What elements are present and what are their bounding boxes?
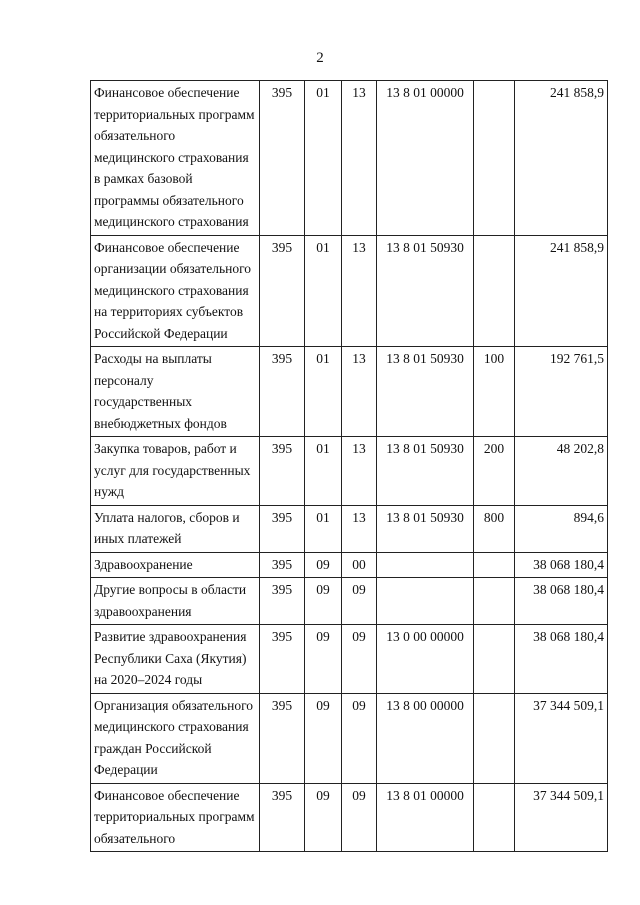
subsection-code-cell: 09 (342, 693, 377, 783)
amount-cell: 38 068 180,4 (515, 578, 608, 625)
item-name-line: организации обязательного (94, 261, 252, 276)
item-name-line: персоналу (94, 372, 154, 388)
expense-type-cell: 200 (474, 437, 515, 506)
target-article-cell: 13 8 01 50930 (377, 437, 474, 506)
item-name-cell (91, 347, 260, 437)
item-name-line: на 2020–2024 годы (94, 672, 203, 687)
item-name-line: обязательного (94, 830, 176, 846)
target-article-cell: 13 8 01 50930 (377, 347, 474, 437)
item-name-line: территориальных программ (94, 809, 255, 824)
target-article-cell: 13 0 00 00000 (377, 625, 474, 694)
item-name-line: Финансовое обеспечение (94, 787, 240, 803)
ministry-code-cell: 395 (260, 437, 305, 506)
amount-cell: 894,6 (515, 505, 608, 552)
subsection-code-cell: 09 (342, 578, 377, 625)
expense-type-cell (474, 625, 515, 694)
item-name-line: Финансовое обеспечение (94, 239, 240, 255)
target-article-cell: 13 8 01 00000 (377, 81, 474, 236)
amount-cell: 241 858,9 (515, 81, 608, 236)
table-row (91, 235, 608, 347)
item-name-line: государственных (94, 394, 193, 409)
amount-cell: 192 761,5 (515, 347, 608, 437)
item-name-line: Здравоохранение (94, 556, 193, 572)
item-name-cell (91, 578, 260, 625)
item-name-cell (91, 81, 260, 236)
table-row (91, 693, 608, 783)
amount-cell: 37 344 509,1 (515, 783, 608, 852)
ministry-code-cell: 395 (260, 552, 305, 578)
page-number: 2 (316, 50, 324, 66)
table-row (91, 552, 608, 578)
section-code-cell: 01 (305, 505, 342, 552)
expense-type-cell (474, 693, 515, 783)
subsection-code-cell: 09 (342, 783, 377, 852)
section-code-cell: 09 (305, 625, 342, 694)
item-name-line: Закупка товаров, работ и (94, 441, 237, 456)
target-article-cell: 13 8 01 00000 (377, 783, 474, 852)
subsection-code-cell: 00 (342, 552, 377, 578)
item-name-line: Другие вопросы в области (94, 582, 247, 597)
amount-cell: 37 344 509,1 (515, 693, 608, 783)
item-name-line: обязательного (94, 128, 176, 143)
subsection-code-cell: 13 (342, 505, 377, 552)
budget-table (90, 80, 608, 852)
amount-cell: 48 202,8 (515, 437, 608, 506)
item-name-cell (91, 437, 260, 506)
table-row (91, 625, 608, 694)
subsection-code-cell: 13 (342, 235, 377, 347)
amount-cell: 241 858,9 (515, 235, 608, 347)
amount-cell: 38 068 180,4 (515, 552, 608, 578)
target-article-cell: 13 8 01 50930 (377, 505, 474, 552)
item-name-line: медицинского страхования (94, 214, 249, 229)
item-name-line: Уплата налогов, сборов и (94, 509, 240, 525)
item-name-line: на территориях субъектов (94, 304, 244, 319)
subsection-code-cell: 13 (342, 81, 377, 236)
item-name-line: медицинского страхования (94, 719, 249, 734)
item-name-cell (91, 783, 260, 852)
ministry-code-cell: 395 (260, 347, 305, 437)
section-code-cell: 09 (305, 693, 342, 783)
item-name-line: иных платежей (94, 531, 182, 546)
item-name-line: территориальных программ (94, 106, 255, 122)
section-code-cell: 01 (305, 81, 342, 236)
expense-type-cell: 800 (474, 505, 515, 552)
section-code-cell: 09 (305, 552, 342, 578)
ministry-code-cell: 395 (260, 693, 305, 783)
ministry-code-cell: 395 (260, 783, 305, 852)
expense-type-cell (474, 783, 515, 852)
item-name-cell (91, 552, 260, 578)
table-row (91, 505, 608, 552)
table-row (91, 783, 608, 852)
subsection-code-cell: 13 (342, 437, 377, 506)
item-name-line: граждан Российской (94, 740, 212, 756)
expense-type-cell (474, 81, 515, 236)
item-name-cell (91, 693, 260, 783)
ministry-code-cell: 395 (260, 505, 305, 552)
item-name-line: Расходы на выплаты (94, 351, 212, 366)
amount-cell: 38 068 180,4 (515, 625, 608, 694)
section-code-cell: 09 (305, 783, 342, 852)
item-name-line: медицинского страхования (94, 282, 249, 298)
table-row (91, 81, 608, 236)
item-name-line: Республики Саха (Якутия) (94, 650, 247, 666)
ministry-code-cell: 395 (260, 625, 305, 694)
item-name-line: медицинского страхования (94, 149, 249, 165)
item-name-line: Российской Федерации (94, 325, 228, 341)
table-row (91, 347, 608, 437)
table-row (91, 437, 608, 506)
target-article-cell (377, 578, 474, 625)
item-name-line: внебюджетных фондов (94, 415, 227, 431)
section-code-cell: 01 (305, 347, 342, 437)
table-body (91, 81, 608, 852)
ministry-code-cell: 395 (260, 578, 305, 625)
expense-type-cell (474, 235, 515, 347)
item-name-line: услуг для государственных (94, 462, 251, 478)
item-name-line: в рамках базовой (94, 171, 193, 186)
item-name-cell (91, 505, 260, 552)
item-name-line: программы обязательного (94, 192, 244, 208)
ministry-code-cell: 395 (260, 235, 305, 347)
table-row (91, 578, 608, 625)
item-name-cell (91, 235, 260, 347)
item-name-line: Финансовое обеспечение (94, 85, 240, 100)
target-article-cell: 13 8 01 50930 (377, 235, 474, 347)
target-article-cell (377, 552, 474, 578)
section-code-cell: 01 (305, 437, 342, 506)
section-code-cell: 09 (305, 578, 342, 625)
expense-type-cell (474, 552, 515, 578)
item-name-line: здравоохранения (94, 603, 192, 619)
ministry-code-cell: 395 (260, 81, 305, 236)
subsection-code-cell: 13 (342, 347, 377, 437)
item-name-line: Организация обязательного (94, 697, 254, 713)
target-article-cell: 13 8 00 00000 (377, 693, 474, 783)
subsection-code-cell: 09 (342, 625, 377, 694)
section-code-cell: 01 (305, 235, 342, 347)
item-name-line: Развитие здравоохранения (94, 629, 247, 644)
item-name-cell (91, 625, 260, 694)
item-name-line: Федерации (94, 762, 158, 777)
expense-type-cell: 100 (474, 347, 515, 437)
expense-type-cell (474, 578, 515, 625)
item-name-line: нужд (94, 484, 124, 499)
